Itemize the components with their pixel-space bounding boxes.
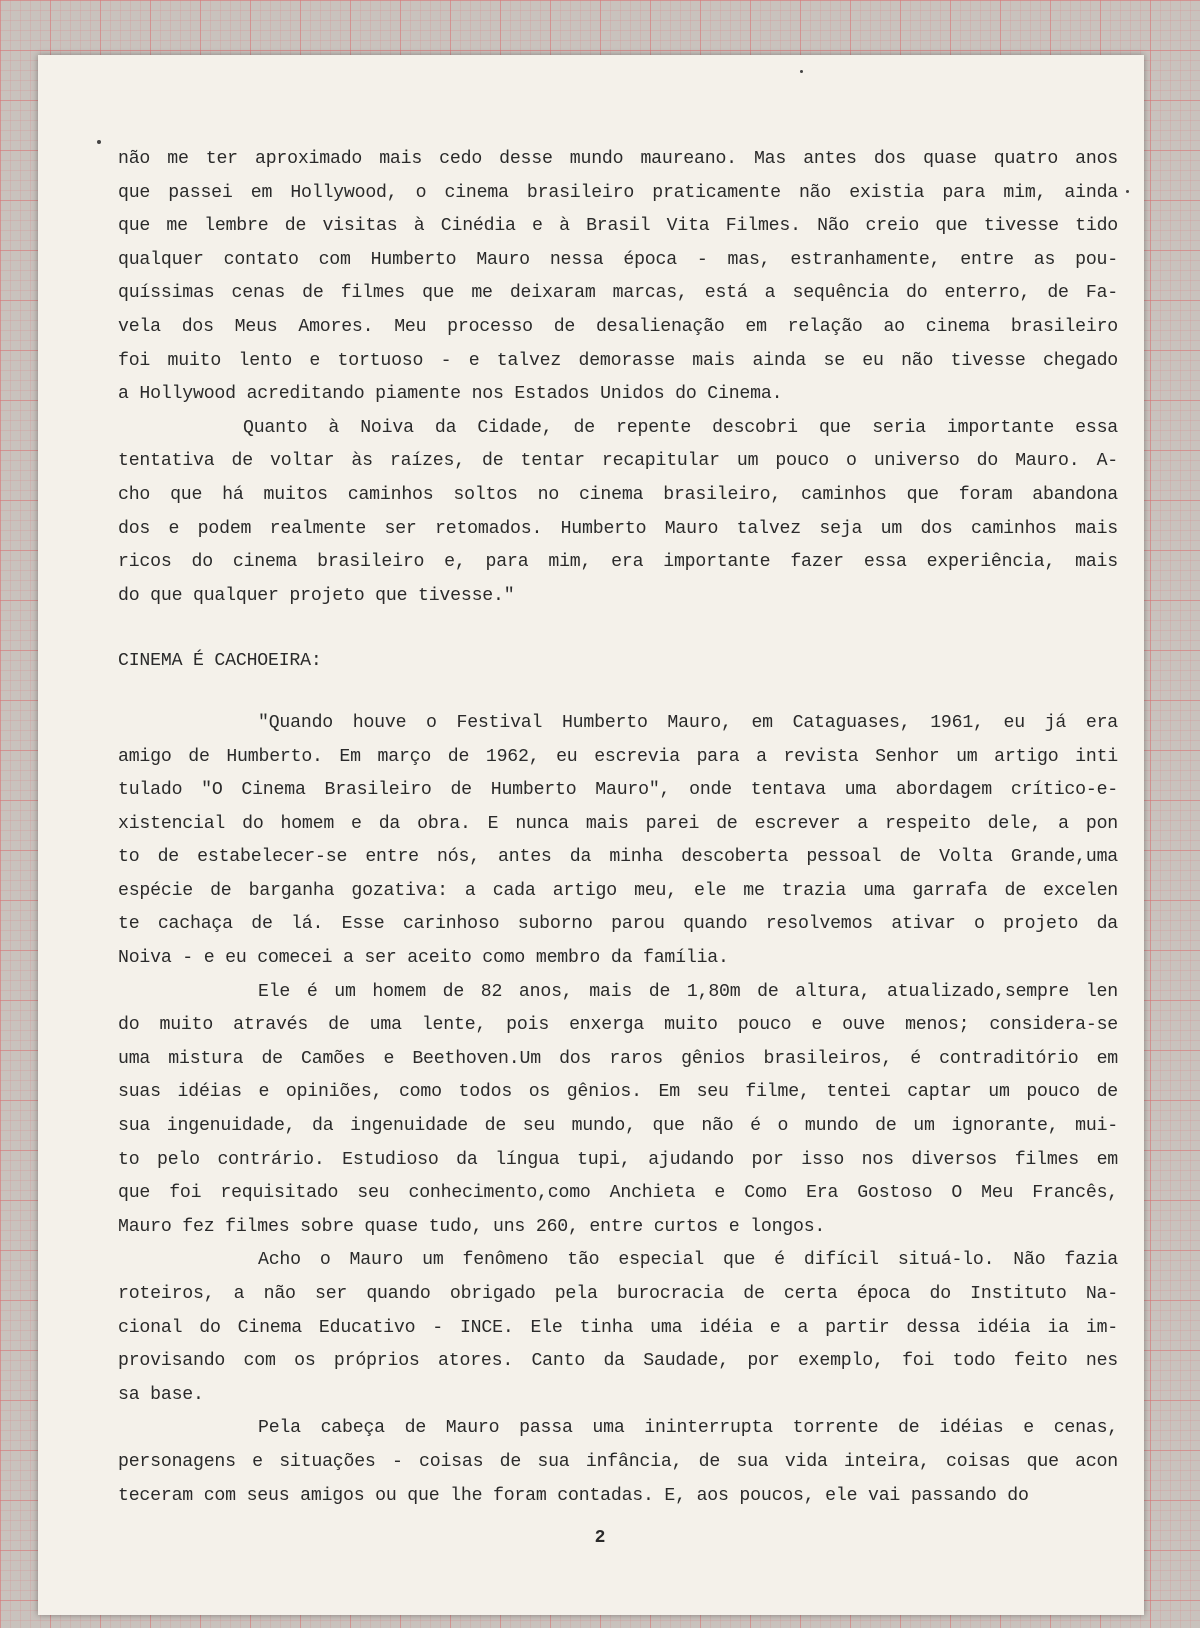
text-line: tentativa de voltar às raízes, de tentar recapitular um pouco o universo do Mauro. A- — [118, 451, 1118, 472]
text-line: provisando com os próprios atores. Canto da Saudade, por exemplo, foi todo feito nes — [118, 1351, 1118, 1372]
text-line: te cachaça de lá. Esse carinhoso suborno parou quando resolvemos ativar o projeto da — [118, 914, 1118, 935]
text-line: que foi requisitado seu conhecimento,como Anchieta e Como Era Gostoso O Meu Francês, — [118, 1183, 1118, 1204]
text-line: xistencial do homem e da obra. E nunca mais parei de escrever a respeito dele, a pon — [118, 813, 1118, 834]
ink-speck — [1126, 190, 1129, 193]
paragraph-4 — [118, 976, 1118, 1245]
text-line: Quanto à Noiva da Cidade, de repente descobri que seria importante essa — [243, 417, 1118, 438]
document-body — [118, 143, 1118, 1513]
text-line: dos e podem realmente ser retomados. Humberto Mauro talvez seja um dos caminhos mais — [118, 518, 1118, 539]
paragraph-1 — [118, 143, 1118, 412]
page-number: 2 — [594, 1528, 606, 1548]
text-line: do que qualquer projeto que tivesse." — [118, 585, 515, 606]
paragraph-5 — [118, 1244, 1118, 1412]
text-line: to pelo contrário. Estudioso da língua tupi, ajudando por isso nos diversos filmes em — [118, 1149, 1118, 1170]
text-line: do muito através de uma lente, pois enxerga muito pouco e ouve menos; considera-se — [118, 1015, 1118, 1036]
ink-speck — [800, 70, 803, 73]
text-line: Acho o Mauro um fenômeno tão especial que é difícil situá-lo. Não fazia — [258, 1250, 1118, 1271]
text-line: qualquer contato com Humberto Mauro nessa época - mas, estranhamente, entre as pou- — [118, 249, 1118, 270]
text-line: cional do Cinema Educativo - INCE. Ele tinha uma idéia e a partir dessa idéia ia im- — [118, 1317, 1118, 1338]
text-line: sua ingenuidade, da ingenuidade de seu mundo, que não é o mundo de um ignorante, mui- — [118, 1116, 1118, 1137]
text-line: suas idéias e opiniões, como todos os gênios. Em seu filme, tentei captar um pouco de — [118, 1082, 1118, 1103]
text-line: a Hollywood acreditando piamente nos Estados Unidos do Cinema. — [118, 384, 783, 405]
text-line: que passei em Hollywood, o cinema brasileiro praticamente não existia para mim, ainda — [118, 182, 1118, 203]
text-line: to de estabelecer-se entre nós, antes da minha descoberta pessoal de Volta Grande,uma — [118, 847, 1118, 868]
paragraph-2 — [118, 412, 1118, 614]
text-line: não me ter aproximado mais cedo desse mundo maureano. Mas antes dos quase quatro anos — [118, 149, 1118, 169]
text-line: Noiva - e eu comecei a ser aceito como membro da família. — [118, 948, 729, 969]
text-line: vela dos Meus Amores. Meu processo de desalienação em relação ao cinema brasileiro — [118, 316, 1118, 337]
paragraph-6 — [118, 1412, 1118, 1513]
paragraph-3 — [118, 707, 1118, 976]
text-line: uma mistura de Camões e Beethoven.Um dos raros gênios brasileiros, é contraditório em — [118, 1048, 1118, 1069]
text-line: Pela cabeça de Mauro passa uma ininterrupta torrente de idéias e cenas, — [258, 1418, 1118, 1439]
ink-speck — [97, 140, 101, 144]
text-line: sa base. — [118, 1384, 204, 1405]
text-line: Ele é um homem de 82 anos, mais de 1,80m de altura, atualizado,sempre len — [258, 981, 1118, 1002]
text-line: teceram com seus amigos ou que lhe foram contadas. E, aos poucos, ele vai passando do — [118, 1485, 1029, 1506]
text-line: Mauro fez filmes sobre quase tudo, uns 260, entre curtos e longos. — [118, 1216, 826, 1237]
text-line: roteiros, a não ser quando obrigado pela burocracia de certa época do Instituto Na- — [118, 1284, 1118, 1304]
section-heading: CINEMA É CACHOEIRA: — [118, 651, 322, 672]
text-line: tulado "O Cinema Brasileiro de Humberto Mauro", onde tentava uma abordagem crítico-e- — [118, 780, 1118, 801]
text-line: que me lembre de visitas à Cinédia e à Brasil Vita Filmes. Não creio que tivesse tido — [118, 216, 1118, 237]
text-line: foi muito lento e tortuoso - e talvez demorasse mais ainda se eu não tivesse chegado — [118, 350, 1118, 371]
text-line: ricos do cinema brasileiro e, para mim, era importante fazer essa experiência, mais — [118, 552, 1118, 573]
text-line: cho que há muitos caminhos soltos no cinema brasileiro, caminhos que foram abandona — [118, 484, 1118, 505]
text-line: amigo de Humberto. Em março de 1962, eu escrevia para a revista Senhor um artigo inti — [118, 746, 1118, 767]
text-line: personagens e situações - coisas de sua infância, de sua vida inteira, coisas que acon — [118, 1451, 1118, 1472]
text-line: quíssimas cenas de filmes que me deixaram marcas, está a sequência do enterro, de Fa- — [118, 283, 1118, 304]
text-line: "Quando houve o Festival Humberto Mauro, em Cataguases, 1961, eu já era — [258, 712, 1118, 733]
text-line: espécie de barganha gozativa: a cada artigo meu, ele me trazia uma garrafa de excelen — [118, 880, 1118, 901]
